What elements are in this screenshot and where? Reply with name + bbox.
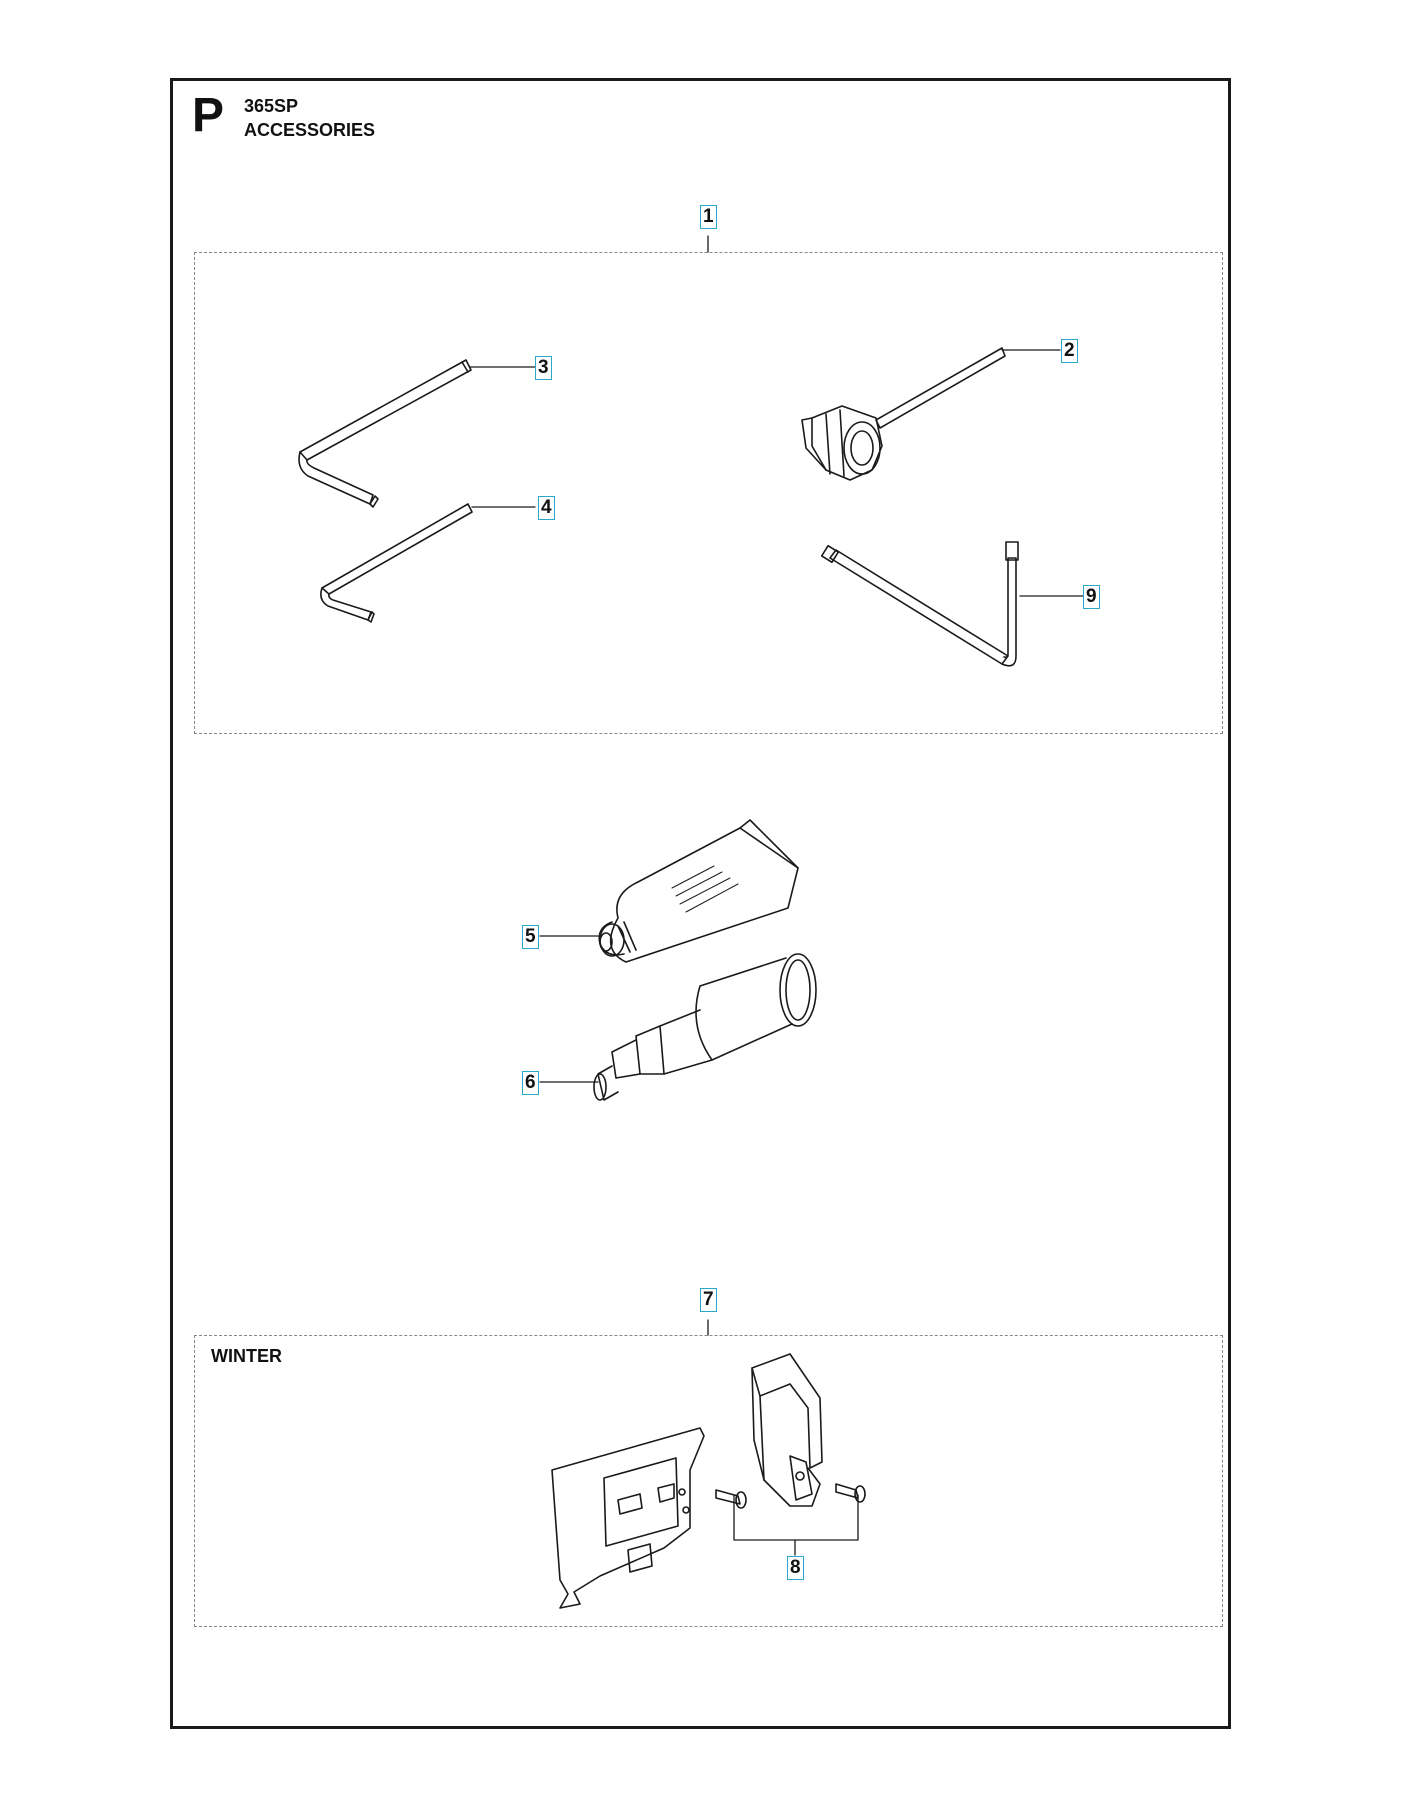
cylinder-cover xyxy=(552,1428,704,1608)
hex-key-small xyxy=(321,504,472,622)
winter-screw-left xyxy=(716,1490,746,1508)
winter-label: WINTER xyxy=(211,1346,282,1366)
leader-lines xyxy=(470,236,1083,1555)
callout-grease-gun: 6 xyxy=(522,1071,539,1095)
callout-torx-key: 9 xyxy=(1083,585,1100,609)
section-letter: P xyxy=(192,89,225,142)
callout-hex-key-small: 4 xyxy=(538,496,555,520)
winter-screw-right xyxy=(836,1484,865,1502)
callout-winter-screws: 8 xyxy=(787,1556,804,1580)
callout-hex-key-large: 3 xyxy=(535,356,552,380)
section-title: ACCESSORIES xyxy=(244,120,376,140)
combination-spanner xyxy=(802,348,1005,480)
callout-kit: 1 xyxy=(700,205,717,229)
callout-winter-kit: 7 xyxy=(700,1288,717,1312)
torx-key xyxy=(822,542,1018,666)
grease-gun xyxy=(594,954,816,1100)
callout-grease-tube: 5 xyxy=(522,925,539,949)
callout-combination-spanner: 2 xyxy=(1061,339,1078,363)
hex-key-large xyxy=(299,360,471,507)
grease-tube xyxy=(599,820,798,962)
model-title: 365SP xyxy=(244,96,299,116)
winter-plate xyxy=(752,1354,822,1506)
tube-label-lines xyxy=(672,866,738,912)
